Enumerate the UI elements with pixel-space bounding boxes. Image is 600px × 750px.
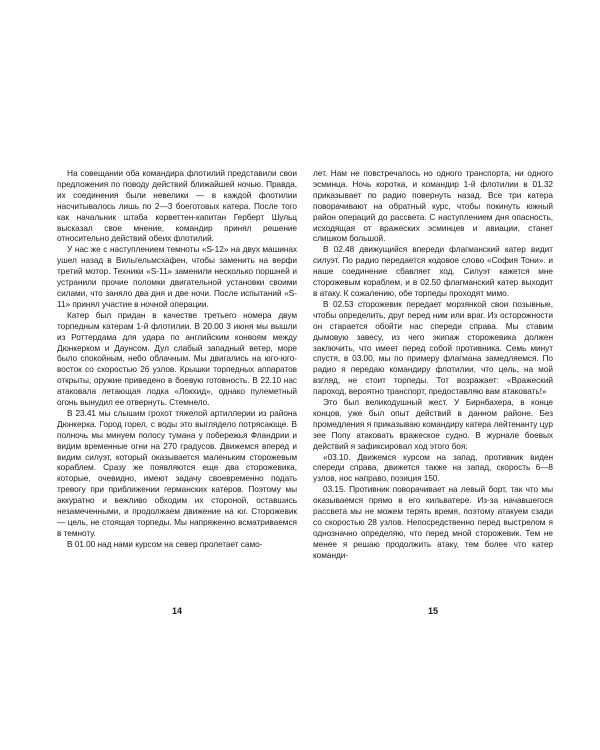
- paragraph: Это был великодушный жест. У Бирнбахера, в конце концов, уже был опыт действий в данном районе. Без промедления я приказываю командиру катера лейтенанту цур зее Попу атаковать вражеское судно. В журнале боевых действий я зафиксировал ход этого боя:: [313, 397, 553, 451]
- paragraph: В 02.53 сторожевик передает морзянкой свои позывные, чтобы определить, друг перед ним или враг. Из осторожности он старается обойти нас спереди справа. Мы ставим дымовую завесу, из чего экипаж сторожевика должен заключить, что имеет перед собой противника. Семь минут спустя, в 03.00, мы по примеру флагмана замедляемся. По радио я передаю командиру флотилии, что цель, на мой взгляд, не стоит торпеды. Тот возражает: «Вражеский пароход, вероятно транспорт, предоставляю вам атаковать!»: [313, 298, 553, 397]
- paragraph: В 01.00 над нами курсом на север пролетает само-: [67, 538, 263, 549]
- paragraph: лет. Нам не повстречалось но одного транспорта, ни одного эсминца. Ночь коротка, и командир 1-й флотилии в 01.32 приказывает по радио повернуть назад. Все три катера поворачивают на обратный курс, чтобы покинуть южный район операций до рассвета. С наступлением дня опасность, исходящая от вражеских эсминцев и авиации, станет слишком большой.: [313, 168, 553, 244]
- paragraph: У нас же с наступлением темноты «S-12» на двух машинах ушел назад в Вильгельмсхафен, чтобы заменить на верфи третий мотор. Техники «S-11» заменили несколько поршней и устранили прочие поломки двигательной установки своими силами, что заняло два дня и две ночи. После испытаний «S-11» принял участие в ночной операции.: [57, 244, 297, 309]
- paragraph: 03.15. Противник поворачивает на левый борт, так что мы оказываемся прямо в его кильватере. Из-за начавшегося рассвета мы не можем терять время, поэтому атакуем сзади со скоростью 28 узлов. Непосредственно перед выстрелом я однозначно определяю, что перед мной сторожевик. Тем не менее я решаю продолжить атаку, тем более что катер команди-: [313, 484, 553, 560]
- paragraph: Катер был придан в качестве третьего номера двум торпедным катерам 1-й флотилии. В 20.00 3 июня мы вышли из Роттердама для удара по английским конвоям между Дюнкерком и Даунсом. Дул слабый западный ветер, море было спокойным, небо облачным. Мы двигались на юго-юго-восток со скоростью 26 узлов. Крышки торпедных аппаратов открыты, оружие приведено в боевую готовность. В 22.10 нас атаковала летающая лодка «Локхид», однако пулеметный огонь вынудил ее отвернуть. Стемнело.: [57, 309, 297, 408]
- left-page: [57, 168, 297, 550]
- paragraph: На совещании оба командира флотилий представили свои предложения по поводу действий ближайшей ночью. Правда, их соединения были невелики — в каждой флотилии насчитывалось лишь по 2—3 боеготовых катера. После того как начальник штаба корветтен-капитан Герберт Шульц высказал свое мнение, командир принял решение относительно действий обеих флотилий.: [57, 168, 297, 244]
- paragraph: В 23.41 мы слышим грохот тяжелой артиллерии из района Дюнкерка. Город горел, с воды это выглядело потрясающе. В полночь мы минуем полосу тумана у побережья Фландрии и видим временные огни на 270 градусов. Движемся вперед и видим силуэт, который оказывается маленьким сторожевым кораблем. Сразу же появляются еще два сторожевика, которые, очевидно, имеют задачу своевременно подать тревогу при приближении германских катеров. Поэтому мы аккуратно и вежливо обходим их стороной, оставшись незамеченными, и продолжаем движение на юг. Сторожевик — цель, не стоящая торпеды. Мы напряженно всматриваемся в темноту.: [57, 407, 297, 538]
- page-number-left: 14: [171, 606, 182, 616]
- paragraph: В 02.48 движущийся впереди флагманский катер видит силуэт. По радио передается кодовое слово «София Тони». и наше соединение сбавляет ход. Силуэт кажется мне сторожевым кораблем, и в 02.50 флагманский катер выходит в атаку. К сожалению, обе торпеды проходят мимо.: [313, 244, 553, 298]
- right-page: [313, 168, 553, 561]
- paragraph: «03.10. Движемся курсом на запад, противник виден спереди справа, движется также на запад, скорость 6—8 узлов, нос направо, позиция 150.: [313, 451, 553, 484]
- page-number-right: 15: [427, 606, 438, 616]
